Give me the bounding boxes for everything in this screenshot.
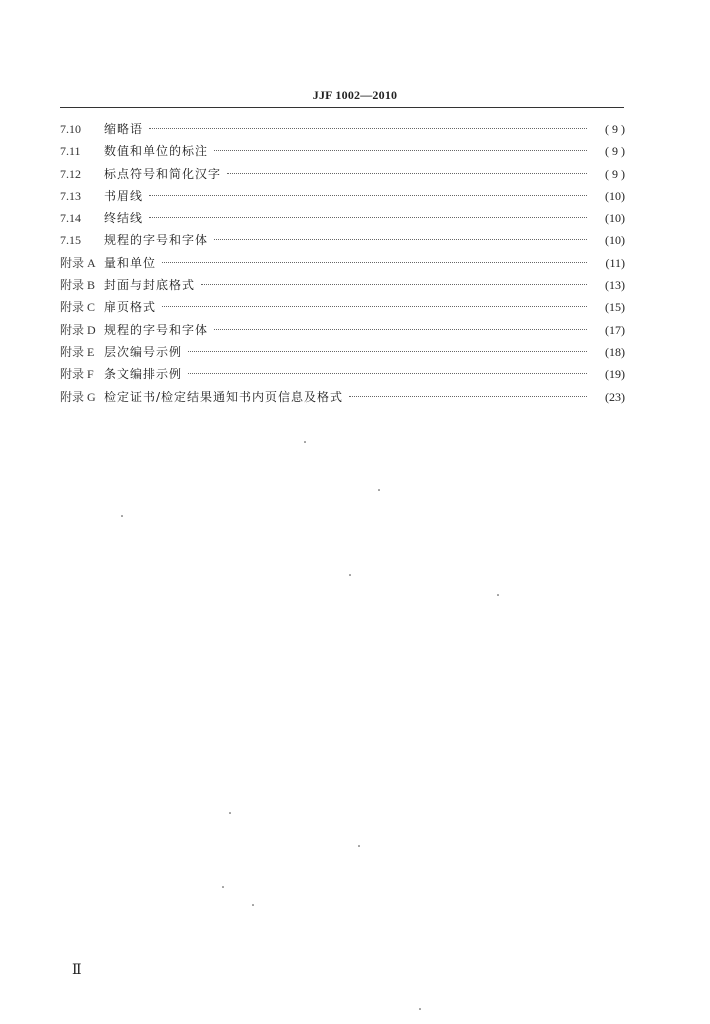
toc-entry-title: 封面与封底格式 <box>104 278 196 293</box>
toc-entry-title: 数值和单位的标注 <box>104 144 209 159</box>
scan-speck <box>222 886 224 888</box>
dot-leader <box>227 173 587 174</box>
toc-entry[interactable] <box>60 185 625 207</box>
toc-entry-page: (10) <box>605 211 625 226</box>
page-number: Ⅱ <box>72 963 82 978</box>
toc-entry-title: 检定证书/检定结果通知书内页信息及格式 <box>104 389 344 404</box>
toc-entry-title: 量和单位 <box>104 255 157 270</box>
table-of-contents <box>60 118 625 408</box>
dot-leader <box>162 262 587 263</box>
toc-entry[interactable] <box>60 363 625 385</box>
toc-entry[interactable] <box>60 163 625 185</box>
scan-speck <box>304 441 306 443</box>
dot-leader <box>349 396 587 397</box>
toc-entry[interactable] <box>60 319 625 341</box>
scan-speck <box>378 489 380 491</box>
toc-entry[interactable] <box>60 118 625 140</box>
toc-entry-number: 附录 A <box>60 255 96 270</box>
header-rule <box>60 107 624 108</box>
toc-entry[interactable] <box>60 140 625 162</box>
running-header: JJF 1002—2010 <box>312 88 398 102</box>
toc-entry-title: 缩略语 <box>104 122 144 136</box>
toc-entry-page: (10) <box>605 233 625 248</box>
dot-leader <box>149 195 587 196</box>
toc-entry-title: 规程的字号和字体 <box>104 322 209 337</box>
toc-entry-page: ( 9 ) <box>605 122 625 136</box>
toc-entry-page: ( 9 ) <box>605 144 625 159</box>
toc-entry-number: 附录 G <box>60 389 96 404</box>
dot-leader <box>149 128 587 129</box>
toc-entry-page: (10) <box>605 188 625 203</box>
scan-speck <box>349 574 351 576</box>
toc-entry-title: 规程的字号和字体 <box>104 233 209 248</box>
toc-entry-number: 附录 F <box>60 367 94 382</box>
toc-entry[interactable] <box>60 296 625 318</box>
toc-entry-page: (13) <box>605 278 625 293</box>
toc-entry[interactable] <box>60 229 625 251</box>
toc-entry-number: 附录 C <box>60 300 96 315</box>
dot-leader <box>149 217 587 218</box>
scan-speck <box>497 594 499 596</box>
dot-leader <box>201 284 587 285</box>
toc-entry[interactable] <box>60 252 625 274</box>
toc-entry-number: 7.11 <box>60 144 81 159</box>
dot-leader <box>188 351 587 352</box>
dot-leader <box>214 329 587 330</box>
scan-speck <box>358 845 360 847</box>
toc-entry-number: 附录 D <box>60 322 96 337</box>
scan-speck <box>121 515 123 517</box>
toc-entry-title: 标点符号和简化汉字 <box>104 166 222 181</box>
toc-entry-page: ( 9 ) <box>605 166 625 181</box>
scan-speck <box>229 812 231 814</box>
toc-entry-page: (18) <box>605 344 625 359</box>
toc-entry-page: (15) <box>605 300 625 315</box>
dot-leader <box>188 373 587 374</box>
toc-entry-number: 7.15 <box>60 233 81 248</box>
toc-entry[interactable] <box>60 274 625 296</box>
toc-entry-title: 条文编排示例 <box>104 367 183 382</box>
scan-speck <box>252 904 254 906</box>
toc-entry-title: 书眉线 <box>104 188 144 203</box>
toc-entry-number: 7.13 <box>60 188 81 203</box>
toc-entry-number: 7.14 <box>60 211 81 226</box>
toc-entry[interactable] <box>60 341 625 363</box>
toc-entry-number: 附录 B <box>60 278 96 293</box>
toc-entry-title: 扉页格式 <box>104 300 157 315</box>
toc-entry-page: (19) <box>605 367 625 382</box>
dot-leader <box>214 239 587 240</box>
toc-entry-number: 7.12 <box>60 166 81 181</box>
toc-entry-page: (11) <box>605 255 625 270</box>
dot-leader <box>162 306 587 307</box>
dot-leader <box>214 150 587 151</box>
toc-entry-number: 7.10 <box>60 122 81 136</box>
toc-entry-title: 层次编号示例 <box>104 344 183 359</box>
toc-entry[interactable] <box>60 386 625 408</box>
toc-entry-page: (17) <box>605 322 625 337</box>
toc-entry-number: 附录 E <box>60 344 95 359</box>
toc-entry-page: (23) <box>605 389 625 404</box>
toc-entry-title: 终结线 <box>104 211 144 226</box>
toc-entry[interactable] <box>60 207 625 229</box>
scan-speck <box>419 1008 421 1010</box>
